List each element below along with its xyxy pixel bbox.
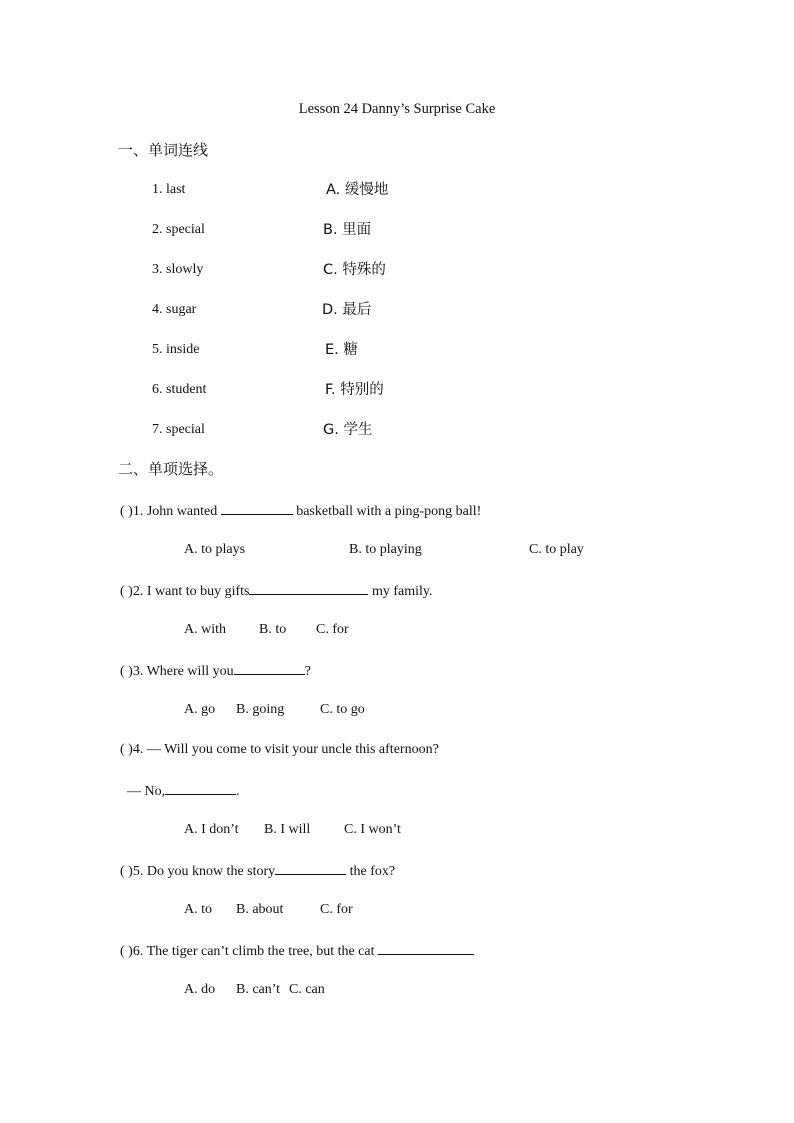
- option[interactable]: B. about: [236, 902, 284, 917]
- meaning-item: B. 里面: [323, 222, 372, 238]
- section-heading-matching: 一、单词连线: [118, 141, 209, 159]
- option[interactable]: C. for: [320, 902, 353, 917]
- option[interactable]: B. going: [236, 702, 285, 717]
- fill-blank[interactable]: [275, 861, 346, 875]
- option[interactable]: B. can’t: [236, 982, 281, 997]
- fill-blank[interactable]: [378, 941, 474, 955]
- option[interactable]: A. with: [184, 622, 226, 637]
- section-heading-choice: 二、单项选择。: [118, 460, 224, 478]
- page-title: Lesson 24 Danny’s Surprise Cake: [298, 101, 496, 117]
- option[interactable]: B. to: [259, 622, 287, 637]
- answer-paren[interactable]: ( ): [120, 504, 133, 519]
- option[interactable]: C. to go: [320, 702, 365, 717]
- option[interactable]: A. I don’t: [184, 822, 239, 837]
- word-item: 4. sugar: [152, 302, 197, 317]
- option[interactable]: B. to playing: [349, 542, 422, 557]
- word-item: 3. slowly: [152, 262, 204, 277]
- meaning-item: G. 学生: [323, 422, 373, 438]
- answer-paren[interactable]: ( ): [120, 864, 133, 879]
- meaning-item: A. 缓慢地: [326, 182, 389, 198]
- word-item: 5. inside: [152, 342, 200, 357]
- question-2: ( )2. I want to buy gifts my family.: [120, 581, 433, 601]
- fill-blank[interactable]: [249, 581, 368, 595]
- meaning-item: C. 特殊的: [323, 262, 386, 278]
- option[interactable]: A. to: [184, 902, 212, 917]
- option[interactable]: C. to play: [529, 542, 584, 557]
- fill-blank[interactable]: [165, 781, 236, 795]
- word-item: 2. special: [152, 222, 205, 237]
- word-item: 7. special: [152, 422, 205, 437]
- question-4-answer: — No, .: [127, 781, 240, 801]
- option[interactable]: A. do: [184, 982, 216, 997]
- option[interactable]: B. I will: [264, 822, 311, 837]
- option[interactable]: C. I won’t: [344, 822, 401, 837]
- answer-paren[interactable]: ( ): [120, 742, 133, 757]
- meaning-item: E. 糖: [325, 342, 358, 358]
- answer-paren[interactable]: ( ): [120, 664, 133, 679]
- answer-paren[interactable]: ( ): [120, 944, 133, 959]
- question-6: ( )6. The tiger can’t climb the tree, but the cat: [120, 941, 474, 961]
- fill-blank[interactable]: [234, 661, 305, 675]
- option[interactable]: C. can: [289, 982, 325, 997]
- fill-blank[interactable]: [221, 501, 293, 515]
- meaning-item: F. 特别的: [325, 382, 384, 398]
- question-3: ( )3. Where will you ?: [120, 661, 311, 681]
- word-item: 1. last: [152, 182, 186, 197]
- option[interactable]: A. go: [184, 702, 216, 717]
- option[interactable]: A. to plays: [184, 542, 246, 557]
- question-1: ( )1. John wanted basketball with a ping-pong ball!: [120, 501, 481, 521]
- meaning-item: D. 最后: [322, 302, 372, 318]
- answer-paren[interactable]: ( ): [120, 584, 133, 599]
- option[interactable]: C. for: [316, 622, 349, 637]
- word-item: 6. student: [152, 382, 207, 397]
- question-4: ( )4. — Will you come to visit your uncle this afternoon?: [120, 742, 439, 757]
- question-5: ( )5. Do you know the story the fox?: [120, 861, 395, 881]
